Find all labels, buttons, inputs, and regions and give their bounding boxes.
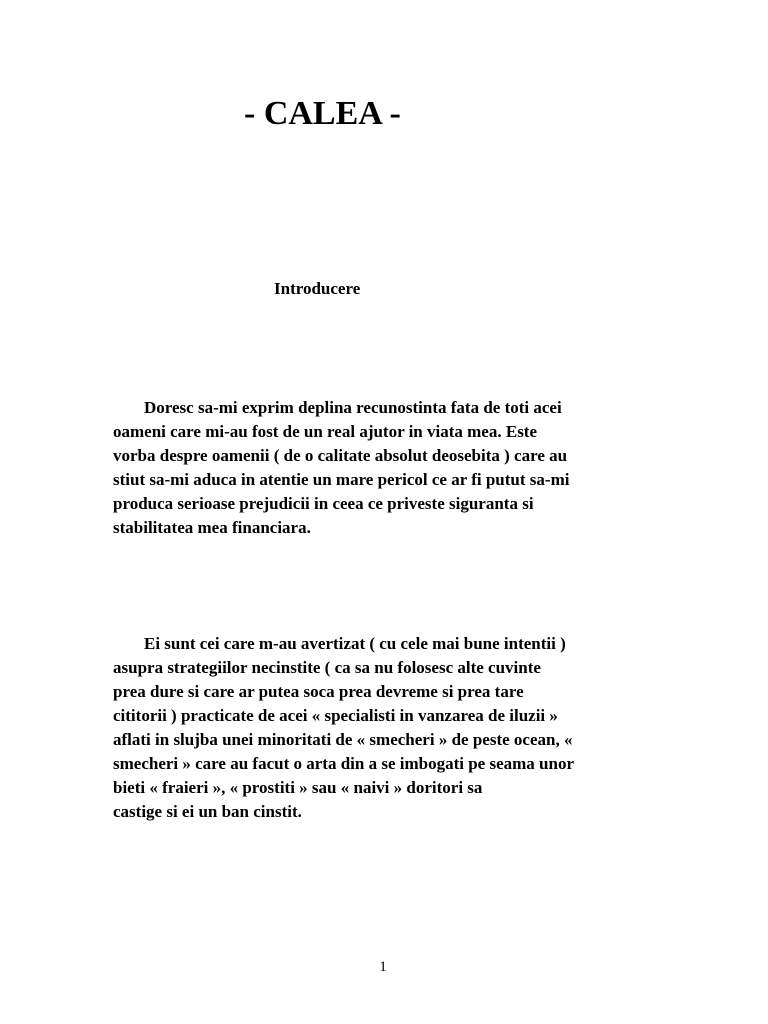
paragraph-line: castige si ei un ban cinstit.: [113, 802, 302, 821]
paragraph-line: vorba despre oamenii ( de o calitate absolut deosebita ) care au: [113, 446, 568, 465]
page-title: - CALEA -: [244, 95, 401, 132]
paragraph-line: produca serioase prejudicii in ceea ce priveste siguranta si: [113, 494, 534, 513]
page-number-container: [0, 958, 768, 976]
paragraph-line: stabilitatea mea financiara.: [113, 518, 311, 537]
paragraph-line: stiut sa-mi aduca in atentie un mare pericol ce ar fi putut sa-mi: [113, 470, 570, 489]
section-heading: Introducere: [274, 279, 361, 298]
paragraph-line: cititorii ) practicate de acei « specialisti in vanzarea de iluzii »: [113, 706, 558, 725]
paragraph-line: Doresc sa-mi exprim deplina recunostinta fata de toti acei: [144, 398, 562, 417]
paragraph-line: aflati in slujba unei minoritati de « smecheri » de peste ocean, «: [113, 730, 573, 749]
paragraph-line: oameni care mi-au fost de un real ajutor in viata mea. Este: [113, 422, 538, 441]
paragraph-acknowledgement: [113, 396, 673, 540]
paragraph-line: smecheri » care au facut o arta din a se imbogati pe seama unor: [113, 754, 574, 773]
page-number: 1: [379, 959, 387, 975]
paragraph-warning: [113, 632, 673, 824]
paragraph-line: Ei sunt cei care m-au avertizat ( cu cele mai bune intentii ): [144, 634, 566, 653]
paragraph-line: prea dure si care ar putea soca prea devreme si prea tare: [113, 682, 524, 701]
paragraph-line: asupra strategiilor necinstite ( ca sa nu folosesc alte cuvinte: [113, 658, 541, 677]
paragraph-line: bieti « fraieri », « prostiti » sau « naivi » doritori sa: [113, 778, 483, 797]
